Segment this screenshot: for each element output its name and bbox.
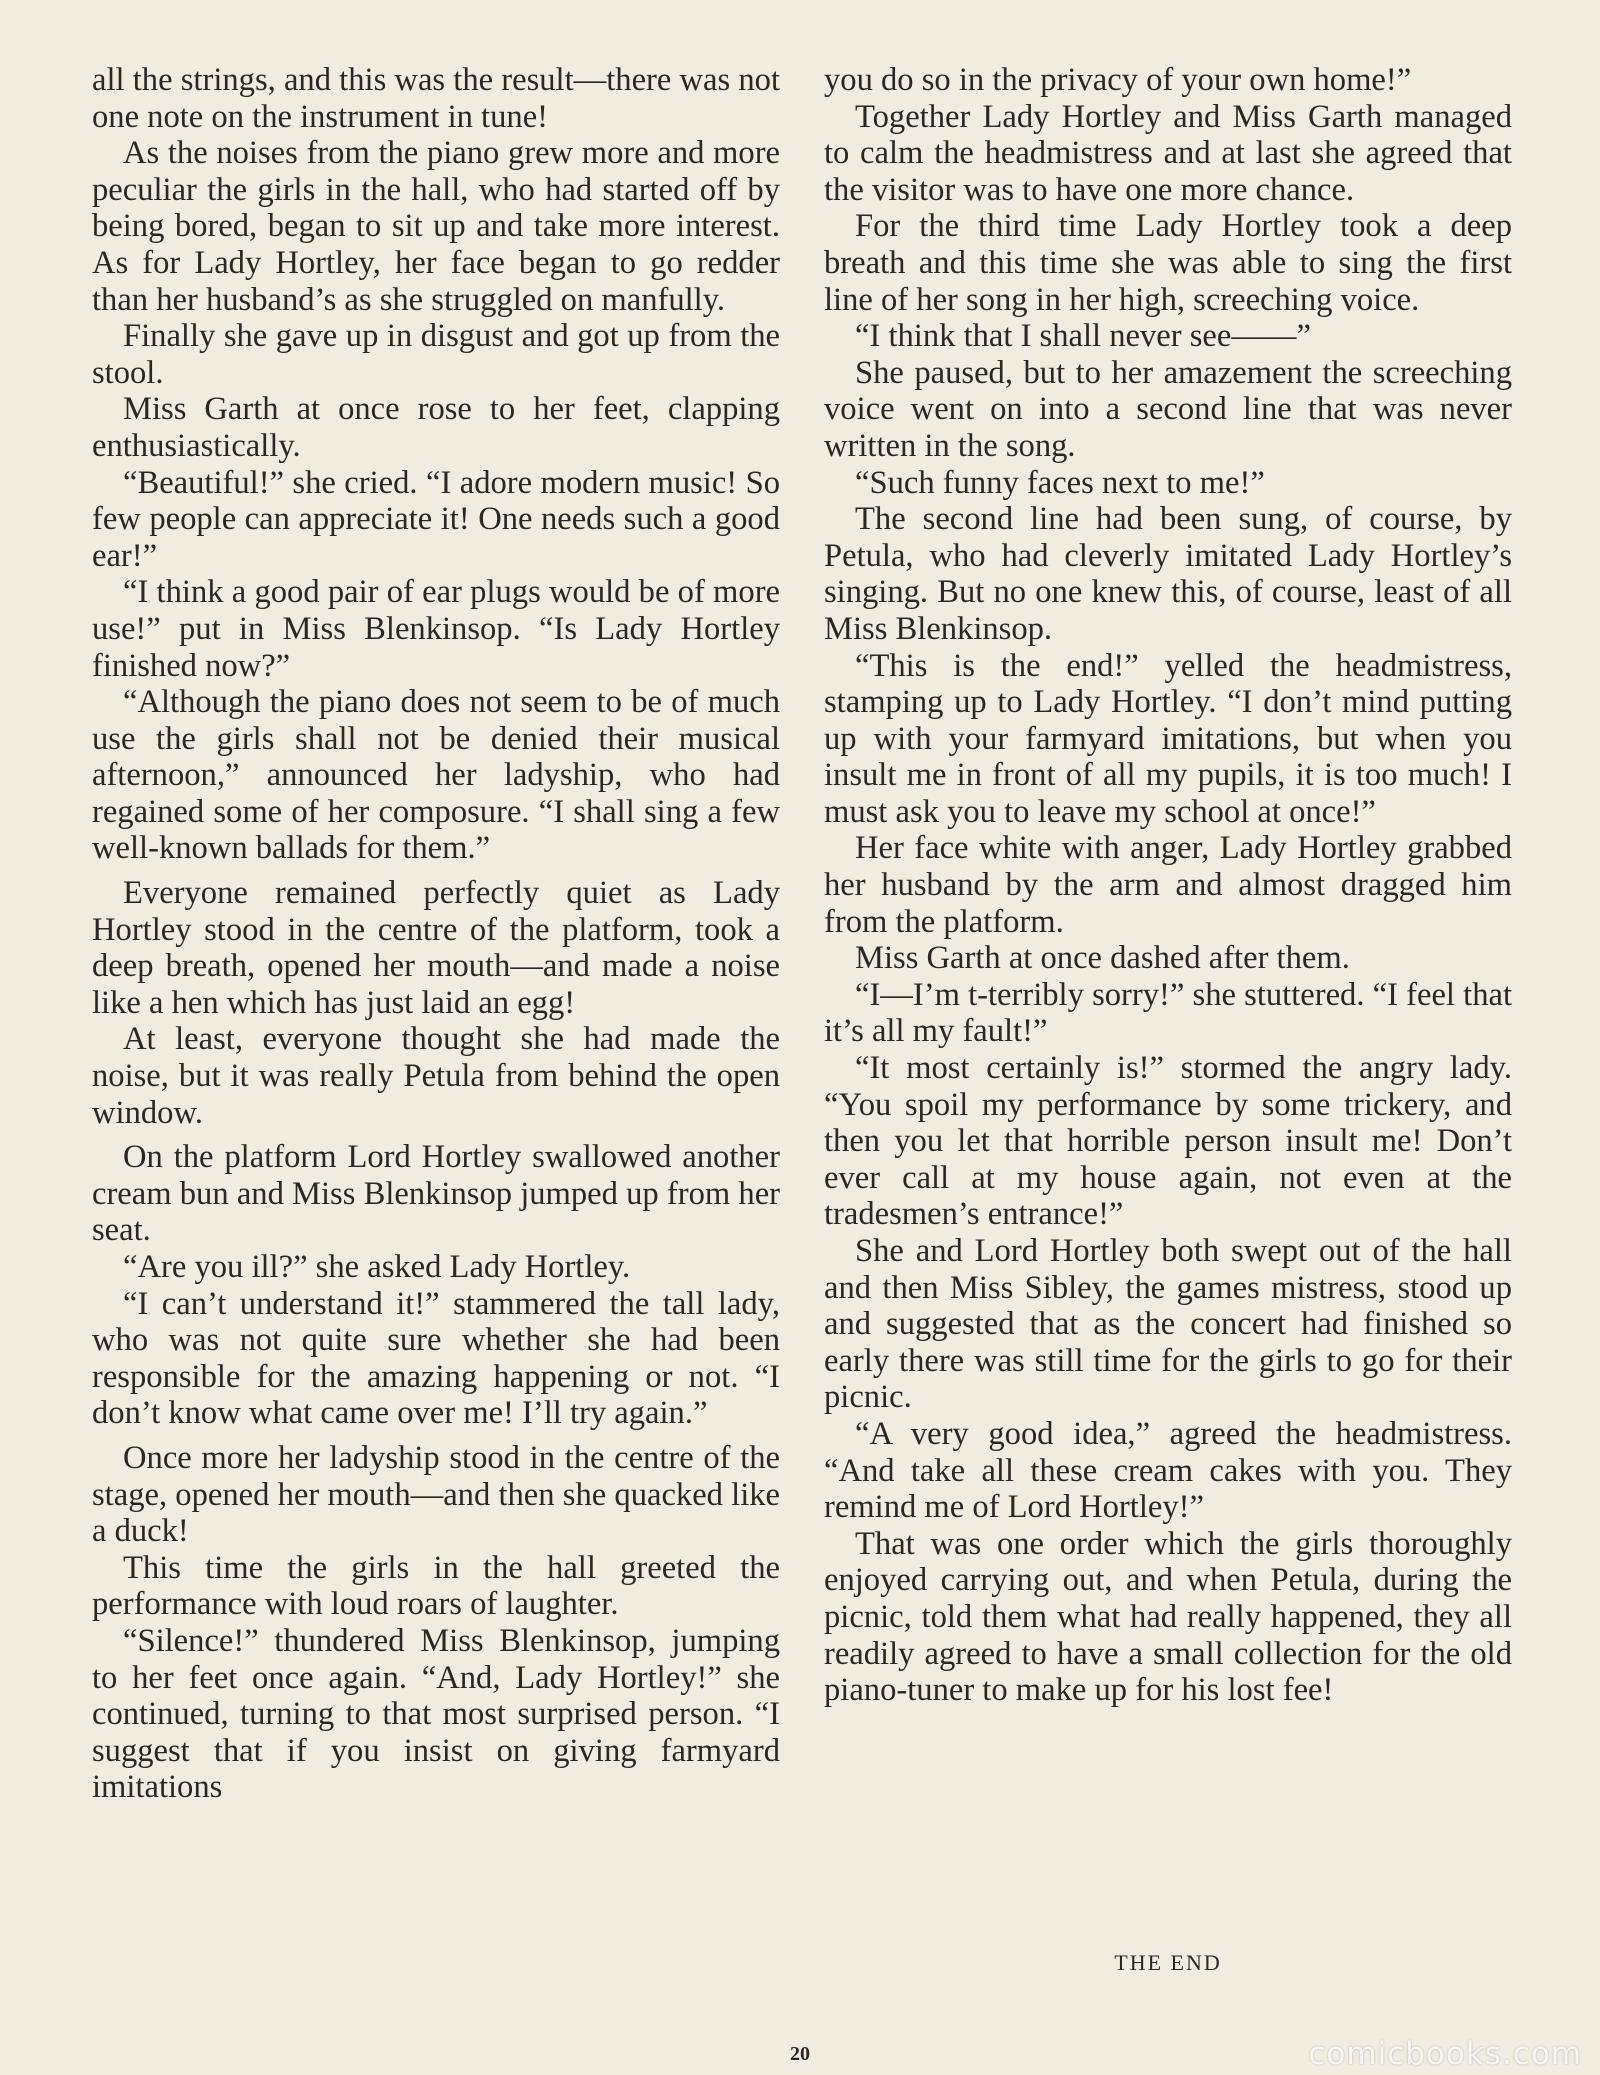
paragraph: you do so in the privacy of your own home!”: [824, 62, 1412, 98]
paragraph: That was one order which the girls thoroughly enjoyed carrying out, and when Petula, during the picnic, told them what had really happened, they all readily agreed to have a small collection for the old piano-tuner to make up for his lost fee!: [824, 1525, 1512, 1709]
paragraph: The second line had been sung, of course, by Petula, who had cleverly imitated Lady Hortley’s singing. But no one knew this, of course, least of all Miss Blenkinsop.: [824, 501, 1512, 647]
paragraph: all the strings, and this was the result—there was not one note on the instrument in tune!: [92, 62, 780, 135]
paragraph: “I think a good pair of ear plugs would be of more use!” put in Miss Blenkinsop. “Is Lady Hortley finished now?”: [92, 574, 780, 684]
paragraph: “Silence!” thundered Miss Blenkinsop, jumping to her feet once again. “And, Lady Hortley!” she continued, turning to that most surprised person. “I suggest that if you insist on giving farmyard imitations: [92, 1622, 780, 1806]
page-number: 20: [790, 2043, 810, 2065]
paragraph: “Although the piano does not seem to be of much use the girls shall not be denied their musical afternoon,” announced her ladyship, who had regained some of her composure. “I shall sing a few well-known ballads for them.”: [92, 684, 780, 867]
paragraph: “This is the end!” yelled the headmistress, stamping up to Lady Hortley. “I don’t mind putting up with your farmyard imitations, but when you insult me in front of all my pupils, it is too much! I must ask you to leave my school at once!”: [824, 647, 1512, 830]
left-text-column: [92, 62, 780, 1806]
paragraph: At least, everyone thought she had made the noise, but it was really Petula from behind the open window.: [92, 1021, 780, 1131]
paragraph: For the third time Lady Hortley took a deep breath and this time she was able to sing the first line of her song in her high, screeching voice.: [824, 208, 1512, 318]
paragraph: She paused, but to her amazement the screeching voice went on into a second line that was never written in the song.: [824, 354, 1512, 464]
paragraph: Miss Garth at once dashed after them.: [855, 940, 1350, 977]
paragraph: She and Lord Hortley both swept out of the hall and then Miss Sibley, the games mistress, stood up and suggested that as the concert had finished so early there was still time for the girls to go for their picnic.: [824, 1233, 1512, 1416]
watermark: comicbooks.com: [1308, 2036, 1582, 2072]
paragraph: “I think that I shall never see——”: [855, 318, 1311, 355]
paragraph: Once more her ladyship stood in the centre of the stage, opened her mouth—and then she quacked like a duck!: [92, 1439, 780, 1550]
paragraph: “It most certainly is!” stormed the angry lady. “You spoil my performance by some trickery, and then you let that horrible person insult me! Don’t ever call at my house again, not even at the tradesmen’s entrance!”: [824, 1050, 1512, 1233]
paragraph: As the noises from the piano grew more and more peculiar the girls in the hall, who had started off by being bored, began to sit up and take more interest. As for Lady Hortley, her face began to go redder than her husband’s as she struggled on manfully.: [92, 135, 780, 318]
paragraph: Her face white with anger, Lady Hortley grabbed her husband by the arm and almost dragged him from the platform.: [824, 830, 1512, 940]
paragraph: This time the girls in the hall greeted the performance with loud roars of laughter.: [92, 1549, 780, 1623]
paragraph: “I can’t understand it!” stammered the tall lady, who was not quite sure whether she had been responsible for the amazing happening or not. “I don’t know what came over me! I’ll try again.”: [92, 1285, 780, 1432]
paragraph: Everyone remained perfectly quiet as Lady Hortley stood in the centre of the platform, took a deep breath, opened her mouth—and made a noise like a hen which has just laid an egg!: [92, 875, 780, 1021]
paragraph: “Are you ill?” she asked Lady Hortley.: [123, 1249, 631, 1285]
paragraph: Miss Garth at once rose to her feet, clapping enthusiastically.: [92, 391, 780, 464]
paragraph: “Beautiful!” she cried. “I adore modern music! So few people can appreciate it! One needs such a good ear!”: [92, 464, 780, 574]
paragraph: “I—I’m t-terribly sorry!” she stuttered. “I feel that it’s all my fault!”: [824, 976, 1512, 1050]
the-end-label: THE END: [1114, 1950, 1222, 1975]
paragraph: “A very good idea,” agreed the headmistress. “And take all these cream cakes with you. They remind me of Lord Hortley!”: [824, 1415, 1512, 1526]
paragraph: On the platform Lord Hortley swallowed another cream bun and Miss Blenkinsop jumped up from her seat.: [92, 1139, 780, 1249]
paragraph: Finally she gave up in disgust and got up from the stool.: [92, 318, 780, 391]
paragraph: “Such funny faces next to me!”: [855, 464, 1265, 501]
right-text-column: [824, 62, 1512, 1709]
paragraph: Together Lady Hortley and Miss Garth managed to calm the headmistress and at last she agreed that the visitor was to have one more chance.: [824, 98, 1512, 208]
